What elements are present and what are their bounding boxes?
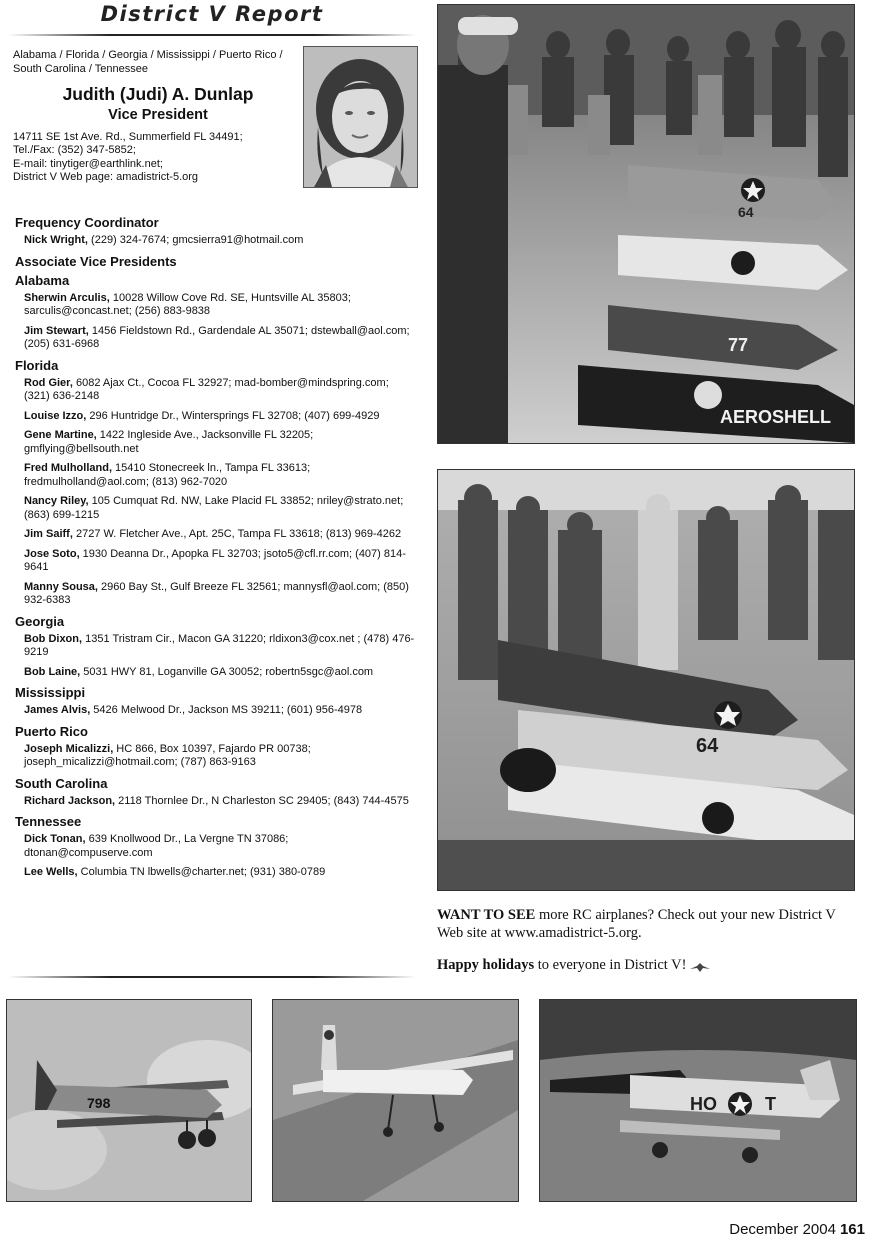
contact-name: Rod Gier,	[24, 376, 73, 389]
contact-details: 5031 HWY 81, Loganville GA 30052; robertn5sgc@aol.com	[80, 665, 374, 678]
contact-entry	[24, 292, 415, 319]
contact-details: 1930 Deanna Dr., Apopka FL 32703; jsoto5@cfl.rr.com; (407) 814-9641	[24, 547, 406, 573]
state-heading-tennessee: Tennessee	[15, 814, 82, 829]
page-number: 161	[839, 1221, 865, 1238]
contact-details: (229) 324-7674; gmcsierra91@hotmail.com	[87, 234, 304, 246]
vp-contact	[13, 131, 303, 185]
contact-details: 10028 Willow Cove Rd. SE, Huntsville AL 35803; sarculis@concast.net; (256) 883-9838	[24, 291, 351, 317]
contact-details: 296 Huntridge Dr., Wintersprings FL 32708; (407) 699-4929	[86, 409, 380, 422]
contact-name: Dick Tonan,	[24, 833, 86, 845]
contact-entry	[24, 495, 415, 522]
contact-details: Columbia TN lbwells@charter.net; (931) 380-0789	[77, 866, 326, 878]
plane-number-label: 798	[87, 1095, 111, 1111]
contact-details: 639 Knollwood Dr., La Vergne TN 37086; dtonan@compuserve.com	[24, 833, 289, 859]
contact-details: 5426 Melwood Dr., Jackson MS 39211; (601) 956-4978	[90, 704, 363, 716]
caption-lead: WANT TO SEE	[437, 907, 536, 923]
state-heading-south-carolina: South Carolina	[15, 775, 108, 791]
frequency-coordinator-heading: Frequency Coordinator	[15, 215, 159, 230]
directory-bottom-divider	[8, 976, 416, 978]
state-heading-florida: Florida	[15, 357, 59, 373]
associate-vp-heading: Associate Vice Presidents	[15, 253, 177, 269]
caption-lead: Happy holidays	[437, 957, 535, 973]
vp-address: 14711 SE 1st Ave. Rd., Summerfield FL 34491;	[13, 131, 243, 143]
vp-phone: Tel./Fax: (352) 347-5852;	[13, 144, 136, 157]
contact-details: 15410 Stonecreek ln., Tampa FL 33613; fredmulholland@aol.com; (813) 962-7020	[24, 462, 311, 488]
contact-details: 2118 Thornlee Dr., N Charleston SC 29405; (843) 744-4575	[115, 794, 409, 807]
state-heading-georgia: Georgia	[15, 613, 65, 629]
contact-entry	[24, 666, 415, 680]
contact-details: 2960 Bay St., Gulf Breeze FL 32561; mannysfl@aol.com; (850) 932-6383	[24, 580, 409, 606]
tail-letter-label: T	[765, 1094, 776, 1114]
report-title: District V Report	[100, 2, 324, 26]
photo-caption	[437, 907, 855, 990]
contact-entry	[24, 866, 415, 880]
state-heading-mississippi: Mississippi	[15, 685, 86, 700]
contact-entry	[24, 704, 415, 718]
contact-name: Jose Soto,	[24, 547, 80, 560]
district-states: Alabama / Florida / Georgia / Mississippi / Puerto Rico / South Carolina / Tennessee	[13, 49, 283, 75]
ama-emblem-icon	[690, 961, 710, 971]
contact-details: 105 Cumquat Rd. NW, Lake Placid FL 33852; nriley@strato.net; (863) 699-1215	[24, 495, 404, 521]
contact-details: HC 866, Box 10397, Fajardo PR 00738; joseph_micalizzi@hotmail.com; (787) 863-9163	[24, 742, 311, 768]
contact-entry	[24, 410, 415, 424]
title-divider	[8, 34, 416, 36]
contact-entry	[24, 325, 415, 352]
issue-date: December 2004	[729, 1221, 836, 1238]
contact-details: 2727 W. Fletcher Ave., Apt. 25C, Tampa FL 33618; (813) 969-4262	[72, 528, 402, 540]
vp-role: Vice President	[108, 107, 208, 123]
tail-number-label: 77	[728, 335, 749, 355]
vp-email[interactable]: E-mail: tinytiger@earthlink.net;	[13, 157, 163, 170]
contact-details: 1351 Tristram Cir., Macon GA 31220; rldixon3@cox.net ; (478) 476-9219	[24, 632, 415, 658]
contact-name: Richard Jackson,	[24, 794, 116, 807]
page-footer	[729, 1221, 865, 1238]
biplane-photo	[6, 999, 252, 1202]
contact-name: Joseph Micalizzi,	[24, 742, 114, 755]
contact-name: Louise Izzo,	[24, 409, 87, 422]
contact-name: Fred Mulholland,	[24, 462, 112, 474]
contact-entry	[24, 833, 415, 860]
contact-name: Nancy Riley,	[24, 495, 89, 507]
warbird-lineup-photo-middle	[437, 469, 855, 891]
contact-entry	[24, 528, 415, 542]
contact-entry	[24, 633, 415, 660]
contact-name: James Alvis,	[24, 704, 91, 716]
contact-details: 1456 Fieldstown Rd., Gardendale AL 35071; dstewball@aol.com; (205) 631-6968	[24, 324, 410, 350]
contact-entry	[24, 429, 415, 456]
warbird-lineup-photo-top	[437, 4, 855, 444]
contact-entry	[24, 462, 415, 489]
plane-number-label: 64	[738, 204, 754, 220]
caption-text: to everyone in District V!	[534, 957, 691, 973]
contact-entry	[24, 548, 415, 575]
contact-name: Gene Martine,	[24, 429, 97, 441]
contact-name: Sherwin Arculis,	[24, 291, 110, 304]
contact-name: Jim Stewart,	[24, 324, 89, 337]
transport-plane-photo	[272, 999, 519, 1202]
caption-text[interactable]: more RC airplanes? Check out your new District V Web site at www.amadistrict-5.org.	[437, 907, 836, 941]
plane-number-label: 64	[696, 735, 719, 757]
contact-details: 6082 Ajax Ct., Cocoa FL 32927; mad-bomber@mindspring.com; (321) 636-2148	[24, 376, 389, 402]
contact-entry	[24, 795, 415, 809]
contact-name: Nick Wright,	[24, 234, 88, 246]
contact-name: Jim Saiff,	[24, 528, 73, 540]
contact-details: 1422 Ingleside Ave., Jacksonville FL 32205; gmflying@bellsouth.net	[24, 429, 314, 455]
aeroshell-livery-text: AEROSHELL	[720, 407, 832, 427]
state-heading-alabama: Alabama	[15, 272, 70, 288]
vp-portrait-photo	[303, 46, 418, 188]
contact-name: Manny Sousa,	[24, 580, 98, 593]
holiday-greeting	[437, 957, 855, 975]
vp-web-page[interactable]: District V Web page: amadistrict-5.org	[13, 171, 199, 184]
tail-code-label: HO	[690, 1094, 717, 1114]
contact-name: Bob Dixon,	[24, 632, 83, 645]
contact-entry	[24, 581, 415, 608]
contact-name: Bob Laine,	[24, 665, 81, 678]
contact-entry	[24, 377, 415, 404]
p51-mustang-photo	[539, 999, 857, 1202]
website-promo	[437, 907, 855, 942]
state-heading-puerto-rico: Puerto Rico	[15, 723, 88, 739]
district-directory	[15, 213, 415, 886]
frequency-coordinator-entry	[24, 234, 415, 248]
contact-entry	[24, 743, 415, 770]
vp-name: Judith (Judi) A. Dunlap	[62, 84, 254, 104]
contact-name: Lee Wells,	[24, 866, 78, 878]
